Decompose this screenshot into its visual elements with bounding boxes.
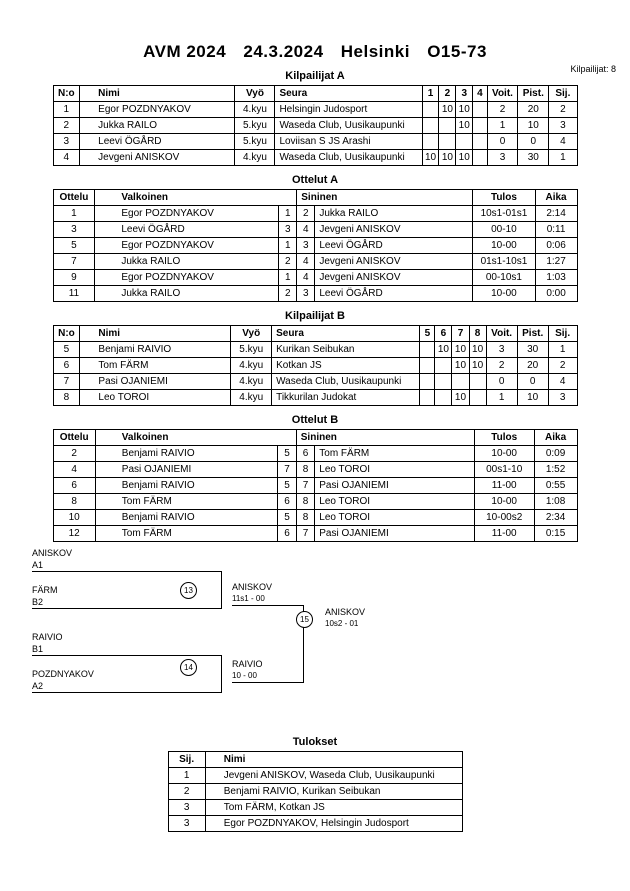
cell-white-no: 2 xyxy=(279,254,297,270)
cell-belt: 5.kyu xyxy=(231,342,272,358)
bracket-match-15: 15 xyxy=(296,611,313,628)
table-row xyxy=(53,478,577,494)
cell-points: 20 xyxy=(517,358,548,374)
col-rank: Sij. xyxy=(549,86,577,102)
cell-result: 00s1-10 xyxy=(474,462,534,478)
cell-time: 0:15 xyxy=(534,526,577,542)
bracket-entry-1-name: ANISKOV xyxy=(32,548,73,558)
cell-white: Benjami RAIVIO xyxy=(95,510,277,526)
cell-rank: 3 xyxy=(168,816,205,832)
cell-match-no: 7 xyxy=(53,254,95,270)
col-name: Nimi xyxy=(80,326,231,342)
cell-wins: 2 xyxy=(487,102,518,118)
cell-name: Benjami RAIVIO xyxy=(80,342,231,358)
cell-result: 10-00 xyxy=(474,446,534,462)
cell-blue: Jevgeni ANISKOV xyxy=(315,222,473,238)
cell-rank: 1 xyxy=(549,150,577,166)
cell-wins: 0 xyxy=(486,374,517,390)
col-rank: Sij. xyxy=(548,326,577,342)
cell-club: Loviisan S JS Arashi xyxy=(275,134,422,150)
cell-white-no: 1 xyxy=(279,270,297,286)
cell-m3: 10 xyxy=(452,358,469,374)
cell-m2 xyxy=(439,134,456,150)
bracket-match-14: 14 xyxy=(180,659,197,676)
cell-no: 6 xyxy=(53,358,80,374)
col-time: Aika xyxy=(534,430,577,446)
cell-blue-no: 4 xyxy=(297,222,315,238)
cell-blue: Leo TOROI xyxy=(315,462,474,478)
cell-blue: Tom FÄRM xyxy=(315,446,474,462)
table-header-row xyxy=(53,326,577,342)
elimination-bracket xyxy=(0,548,630,728)
cell-points: 0 xyxy=(517,374,548,390)
cell-points: 0 xyxy=(518,134,549,150)
cell-blue-no: 8 xyxy=(296,510,315,526)
bracket-line xyxy=(221,655,222,693)
cell-blue-no: 7 xyxy=(296,526,315,542)
pool-a-heading: Kilpailijat A xyxy=(285,70,345,82)
cell-match-no: 4 xyxy=(53,462,95,478)
col-club: Seura xyxy=(275,86,422,102)
cell-m3 xyxy=(452,374,469,390)
bracket-sf2-score: 10 - 00 xyxy=(232,671,257,680)
cell-time: 0:55 xyxy=(534,478,577,494)
cell-white: Pasi OJANIEMI xyxy=(95,462,277,478)
cell-no: 3 xyxy=(53,134,80,150)
cell-match-no: 6 xyxy=(53,478,95,494)
title-city: Helsinki xyxy=(340,42,410,61)
bracket-line xyxy=(232,682,304,683)
table-row xyxy=(53,462,577,478)
cell-blue: Jukka RAILO xyxy=(315,206,473,222)
cell-m4 xyxy=(473,134,487,150)
cell-result: 10-00 xyxy=(474,494,534,510)
cell-wins: 2 xyxy=(486,358,517,374)
cell-blue: Leevi ÖGÅRD xyxy=(315,286,473,302)
cell-m2: 10 xyxy=(439,102,456,118)
cell-match-no: 2 xyxy=(53,446,95,462)
cell-blue-no: 4 xyxy=(297,270,315,286)
cell-m1 xyxy=(422,102,439,118)
cell-white: Benjami RAIVIO xyxy=(95,446,277,462)
cell-time: 0:11 xyxy=(535,222,577,238)
cell-blue-no: 8 xyxy=(296,494,315,510)
cell-points: 30 xyxy=(517,342,548,358)
bracket-entry-2-seed: B2 xyxy=(32,597,44,607)
col-white: Valkoinen xyxy=(95,190,297,206)
table-row xyxy=(53,222,577,238)
cell-blue-no: 3 xyxy=(297,286,315,302)
col-blue: Sininen xyxy=(297,190,473,206)
col-opp-6: 6 xyxy=(435,326,452,342)
cell-points: 30 xyxy=(518,150,549,166)
cell-rank: 3 xyxy=(548,390,577,406)
table-row xyxy=(53,254,577,270)
col-opp-3: 3 xyxy=(456,86,473,102)
cell-m1: 10 xyxy=(422,150,439,166)
cell-white-no: 2 xyxy=(279,286,297,302)
col-match: Ottelu xyxy=(53,430,95,446)
col-no: N:o xyxy=(53,86,80,102)
col-opp-2: 2 xyxy=(439,86,456,102)
table-row xyxy=(53,270,577,286)
matches-a-heading: Ottelut A xyxy=(291,174,339,186)
cell-rank: 3 xyxy=(549,118,577,134)
cell-name: Egor POZDNYAKOV, Helsingin Judosport xyxy=(205,816,462,832)
bracket-entry-2-name: FÄRM xyxy=(32,585,58,595)
bracket-entry-4-name: POZDNYAKOV xyxy=(32,669,94,679)
cell-white-no: 6 xyxy=(278,494,297,510)
cell-belt: 5.kyu xyxy=(235,134,275,150)
col-rank: Sij. xyxy=(168,752,205,768)
cell-time: 1:08 xyxy=(534,494,577,510)
bracket-line xyxy=(232,605,304,606)
entrants-count: Kilpailijat: 8 xyxy=(570,64,616,74)
table-row xyxy=(53,510,577,526)
cell-white-no: 1 xyxy=(279,206,297,222)
cell-name: Jukka RAILO xyxy=(80,118,235,134)
cell-m3: 10 xyxy=(456,102,473,118)
cell-m3: 10 xyxy=(452,342,469,358)
title-date: 24.3.2024 xyxy=(243,42,324,61)
cell-wins: 0 xyxy=(487,134,518,150)
cell-no: 4 xyxy=(53,150,80,166)
col-white: Valkoinen xyxy=(95,430,296,446)
col-match: Ottelu xyxy=(53,190,95,206)
cell-match-no: 3 xyxy=(53,222,95,238)
cell-blue: Leo TOROI xyxy=(315,494,474,510)
cell-match-no: 12 xyxy=(53,526,95,542)
cell-white: Tom FÄRM xyxy=(95,526,277,542)
title-category: O15-73 xyxy=(427,42,487,61)
cell-result: 10-00 xyxy=(473,238,535,254)
cell-club: Tikkurilan Judokat xyxy=(272,390,420,406)
bracket-final-winner: ANISKOV xyxy=(325,607,366,617)
cell-white-no: 5 xyxy=(278,510,297,526)
cell-white-no: 6 xyxy=(278,526,297,542)
cell-no: 8 xyxy=(53,390,80,406)
cell-name: Tom FÄRM xyxy=(80,358,231,374)
cell-m3: 10 xyxy=(456,150,473,166)
pool-a-table xyxy=(53,85,578,166)
cell-m2 xyxy=(435,358,452,374)
cell-white: Benjami RAIVIO xyxy=(95,478,277,494)
cell-match-no: 5 xyxy=(53,238,95,254)
bracket-match-13: 13 xyxy=(180,582,197,599)
cell-rank: 2 xyxy=(168,784,205,800)
cell-name: Tom FÄRM, Kotkan JS xyxy=(205,800,462,816)
cell-name: Leo TOROI xyxy=(80,390,231,406)
cell-belt: 4.kyu xyxy=(231,374,272,390)
cell-white-no: 5 xyxy=(278,478,297,494)
table-row xyxy=(53,238,577,254)
table-row xyxy=(53,374,577,390)
cell-no: 7 xyxy=(53,374,80,390)
col-points: Pist. xyxy=(517,326,548,342)
cell-white-no: 7 xyxy=(278,462,297,478)
cell-rank: 2 xyxy=(548,358,577,374)
cell-club: Kotkan JS xyxy=(272,358,420,374)
col-blue: Sininen xyxy=(296,430,474,446)
col-wins: Voit. xyxy=(487,86,518,102)
col-result: Tulos xyxy=(474,430,534,446)
cell-result: 01s1-10s1 xyxy=(473,254,535,270)
cell-time: 0:00 xyxy=(535,286,577,302)
col-opp-4: 4 xyxy=(473,86,487,102)
cell-belt: 4.kyu xyxy=(231,358,272,374)
cell-points: 10 xyxy=(517,390,548,406)
bracket-sf1-winner: ANISKOV xyxy=(232,582,273,592)
col-time: Aika xyxy=(535,190,577,206)
cell-result: 10s1-01s1 xyxy=(473,206,535,222)
cell-points: 10 xyxy=(518,118,549,134)
cell-no: 2 xyxy=(53,118,80,134)
bracket-sf2-winner: RAIVIO xyxy=(232,659,263,669)
cell-m4 xyxy=(469,374,486,390)
cell-rank: 1 xyxy=(548,342,577,358)
cell-blue-no: 6 xyxy=(296,446,315,462)
table-header-row xyxy=(53,190,577,206)
cell-blue-no: 4 xyxy=(297,254,315,270)
pool-b-heading: Kilpailijat B xyxy=(285,310,345,322)
cell-result: 00-10s1 xyxy=(473,270,535,286)
cell-rank: 3 xyxy=(168,800,205,816)
bracket-sf1-score: 11s1 - 00 xyxy=(232,594,265,603)
table-row xyxy=(53,358,577,374)
bracket-line xyxy=(32,571,222,572)
table-row xyxy=(168,800,462,816)
cell-m2 xyxy=(435,390,452,406)
cell-wins: 3 xyxy=(487,150,518,166)
page-title xyxy=(0,42,630,62)
cell-name: Pasi OJANIEMI xyxy=(80,374,231,390)
cell-m4 xyxy=(473,102,487,118)
cell-wins: 1 xyxy=(487,118,518,134)
cell-blue-no: 7 xyxy=(296,478,315,494)
cell-blue: Jevgeni ANISKOV xyxy=(315,254,473,270)
cell-rank: 4 xyxy=(548,374,577,390)
cell-club: Waseda Club, Uusikaupunki xyxy=(275,118,422,134)
cell-name: Leevi ÖGÅRD xyxy=(80,134,235,150)
cell-match-no: 8 xyxy=(53,494,95,510)
cell-m1 xyxy=(422,118,439,134)
matches-b-heading: Ottelut B xyxy=(291,414,339,426)
bracket-entry-1-seed: A1 xyxy=(32,560,44,570)
cell-blue-no: 8 xyxy=(296,462,315,478)
cell-white: Egor POZDNYAKOV xyxy=(95,238,279,254)
table-row xyxy=(168,768,462,784)
results-heading: Tulokset xyxy=(292,736,338,748)
cell-m1 xyxy=(420,342,435,358)
cell-time: 1:27 xyxy=(535,254,577,270)
cell-match-no: 10 xyxy=(53,510,95,526)
cell-club: Waseda Club, Uusikaupunki xyxy=(272,374,420,390)
matches-a-table xyxy=(53,189,578,302)
table-header-row xyxy=(168,752,462,768)
cell-name: Egor POZDNYAKOV xyxy=(80,102,235,118)
cell-name: Jevgeni ANISKOV xyxy=(80,150,235,166)
cell-match-no: 11 xyxy=(53,286,95,302)
cell-belt: 5.kyu xyxy=(235,118,275,134)
cell-match-no: 9 xyxy=(53,270,95,286)
cell-blue-no: 3 xyxy=(297,238,315,254)
bracket-line xyxy=(32,655,222,656)
cell-m3: 10 xyxy=(456,118,473,134)
cell-time: 0:06 xyxy=(535,238,577,254)
cell-blue: Leo TOROI xyxy=(315,510,474,526)
cell-rank: 4 xyxy=(549,134,577,150)
cell-wins: 3 xyxy=(486,342,517,358)
table-row xyxy=(53,118,577,134)
matches-b-table xyxy=(53,429,578,542)
table-row xyxy=(168,784,462,800)
cell-club: Helsingin Judosport xyxy=(275,102,422,118)
cell-result: 11-00 xyxy=(474,478,534,494)
bracket-entry-3-name: RAIVIO xyxy=(32,632,63,642)
bracket-final-score: 10s2 - 01 xyxy=(325,619,359,628)
cell-white: Egor POZDNYAKOV xyxy=(95,206,279,222)
table-header-row xyxy=(53,86,577,102)
cell-wins: 1 xyxy=(486,390,517,406)
cell-white: Leevi ÖGÅRD xyxy=(95,222,279,238)
cell-white-no: 3 xyxy=(279,222,297,238)
cell-m2 xyxy=(439,118,456,134)
cell-m3: 10 xyxy=(452,390,469,406)
cell-white: Jukka RAILO xyxy=(95,254,279,270)
cell-result: 11-00 xyxy=(474,526,534,542)
cell-m4: 10 xyxy=(469,358,486,374)
col-opp-5: 5 xyxy=(420,326,435,342)
cell-rank: 1 xyxy=(168,768,205,784)
cell-white: Tom FÄRM xyxy=(95,494,277,510)
cell-blue: Pasi OJANIEMI xyxy=(315,478,474,494)
col-wins: Voit. xyxy=(486,326,517,342)
col-belt: Vyö xyxy=(235,86,275,102)
cell-no: 5 xyxy=(53,342,80,358)
col-no: N:o xyxy=(53,326,80,342)
cell-blue: Leevi ÖGÅRD xyxy=(315,238,473,254)
table-row xyxy=(53,150,577,166)
cell-time: 2:34 xyxy=(534,510,577,526)
cell-match-no: 1 xyxy=(53,206,95,222)
table-header-row xyxy=(53,430,577,446)
cell-white: Egor POZDNYAKOV xyxy=(95,270,279,286)
col-opp-8: 8 xyxy=(469,326,486,342)
cell-m2 xyxy=(435,374,452,390)
bracket-entry-3-seed: B1 xyxy=(32,644,44,654)
cell-club: Waseda Club, Uusikaupunki xyxy=(275,150,422,166)
cell-m4 xyxy=(473,118,487,134)
cell-belt: 4.kyu xyxy=(231,390,272,406)
table-row xyxy=(53,206,577,222)
cell-m1 xyxy=(420,390,435,406)
table-row xyxy=(53,342,577,358)
table-row xyxy=(53,446,577,462)
col-points: Pist. xyxy=(518,86,549,102)
col-result: Tulos xyxy=(473,190,535,206)
cell-white: Jukka RAILO xyxy=(95,286,279,302)
cell-m1 xyxy=(420,374,435,390)
cell-blue: Jevgeni ANISKOV xyxy=(315,270,473,286)
cell-belt: 4.kyu xyxy=(235,102,275,118)
table-row xyxy=(53,390,577,406)
pool-b-table xyxy=(53,325,578,406)
title-event: AVM 2024 xyxy=(143,42,227,61)
table-row xyxy=(53,134,577,150)
bracket-line xyxy=(32,692,222,693)
cell-time: 2:14 xyxy=(535,206,577,222)
col-opp-7: 7 xyxy=(452,326,469,342)
table-row xyxy=(53,526,577,542)
cell-time: 0:09 xyxy=(534,446,577,462)
cell-name: Jevgeni ANISKOV, Waseda Club, Uusikaupunki xyxy=(205,768,462,784)
table-row xyxy=(53,494,577,510)
cell-result: 00-10 xyxy=(473,222,535,238)
table-row xyxy=(168,816,462,832)
cell-name: Benjami RAIVIO, Kurikan Seibukan xyxy=(205,784,462,800)
cell-m4 xyxy=(473,150,487,166)
cell-club: Kurikan Seibukan xyxy=(272,342,420,358)
cell-m3 xyxy=(456,134,473,150)
col-belt: Vyö xyxy=(231,326,272,342)
cell-blue-no: 2 xyxy=(297,206,315,222)
results-table xyxy=(168,751,463,832)
bracket-line xyxy=(221,571,222,609)
bracket-entry-4-seed: A2 xyxy=(32,681,44,691)
cell-m4: 10 xyxy=(469,342,486,358)
cell-white-no: 1 xyxy=(279,238,297,254)
col-name: Nimi xyxy=(205,752,462,768)
col-club: Seura xyxy=(272,326,420,342)
cell-m1 xyxy=(422,134,439,150)
bracket-line xyxy=(32,608,222,609)
col-name: Nimi xyxy=(80,86,235,102)
cell-result: 10-00s2 xyxy=(474,510,534,526)
cell-rank: 2 xyxy=(549,102,577,118)
cell-time: 1:03 xyxy=(535,270,577,286)
col-opp-1: 1 xyxy=(422,86,439,102)
cell-m2: 10 xyxy=(435,342,452,358)
cell-m1 xyxy=(420,358,435,374)
cell-time: 1:52 xyxy=(534,462,577,478)
cell-points: 20 xyxy=(518,102,549,118)
cell-white-no: 5 xyxy=(278,446,297,462)
table-row xyxy=(53,102,577,118)
cell-m4 xyxy=(469,390,486,406)
cell-belt: 4.kyu xyxy=(235,150,275,166)
cell-no: 1 xyxy=(53,102,80,118)
cell-blue: Pasi OJANIEMI xyxy=(315,526,474,542)
cell-result: 10-00 xyxy=(473,286,535,302)
table-row xyxy=(53,286,577,302)
cell-m2: 10 xyxy=(439,150,456,166)
